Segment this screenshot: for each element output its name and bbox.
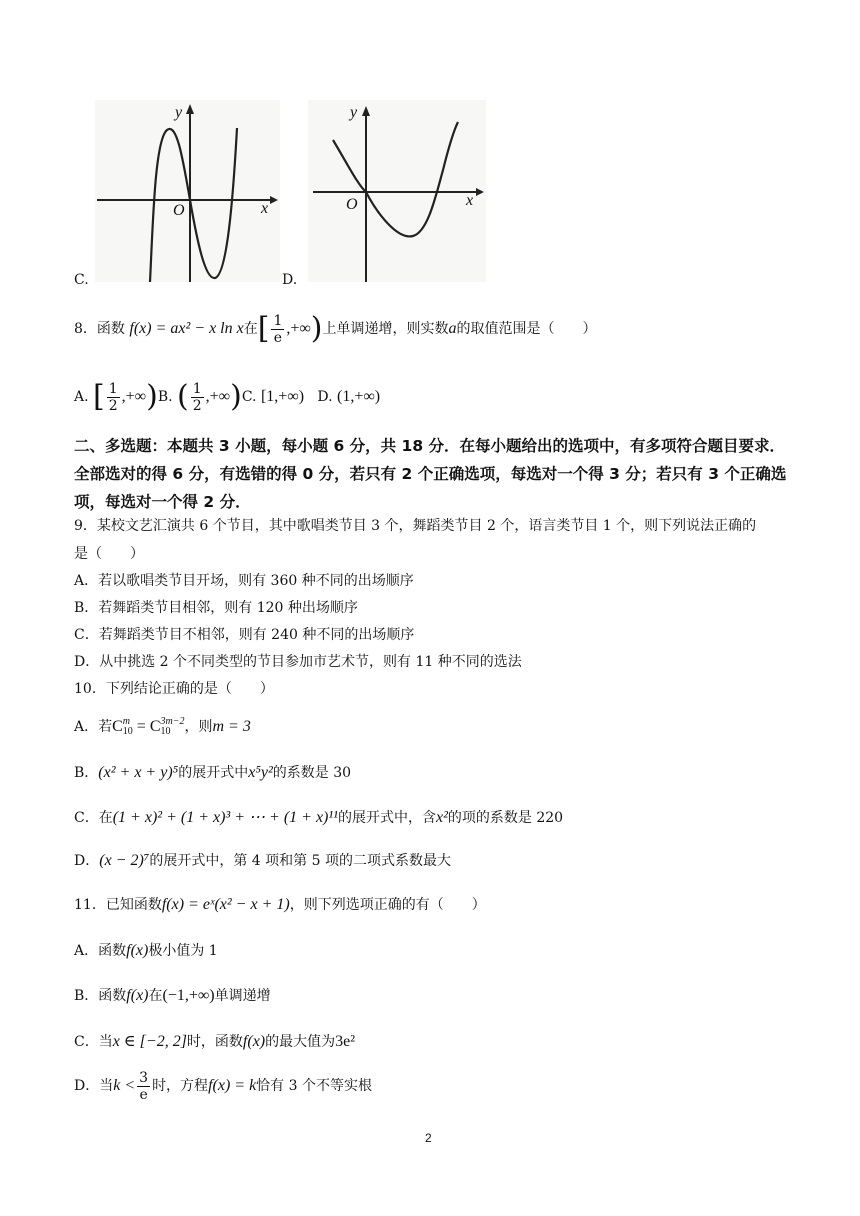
q11-b-interval: (−1,+∞) [162,987,215,1004]
q8-interval-den: e [273,329,283,346]
q8-bracket-close: ) [310,311,323,346]
q11-d-frac [137,1070,150,1103]
q8-bracket-open: [ [257,311,270,346]
q9-stem-line1: 9．某校文艺汇演共 6 个节目，其中歌唱类节目 3 个，舞蹈类节目 2 个，语言类节目 1 个，则下列说法正确的 [74,518,757,534]
q10-a-mid: ，则 [184,719,213,735]
graph-c-y-label: y [175,104,183,121]
option-d-label: D. [282,272,298,288]
q8-stem-prefix: 8．函数 [74,321,125,337]
q8-option-b-label: B. [157,389,173,405]
q10-option-b [74,760,351,786]
q11-c-value: 3e² [335,1033,356,1050]
q11-option-a [74,938,218,964]
q8-a-open: [ [93,379,105,414]
graph-d-origin-label: O [346,196,358,213]
q10-option-d [74,848,451,874]
q8-b-tail: ,+∞ [205,388,231,405]
q11-stem-prefix: 11．已知函数 [74,897,162,913]
q11-stem [74,892,486,918]
q8-option-d-value: (1,+∞) [337,388,381,405]
q10-a-sub1: 10 [122,726,133,738]
q8-a-tail: ,+∞ [121,388,147,405]
q11-c-prefix: C．当 [74,1034,113,1050]
q11-c-mid2: 的最大值为 [265,1034,336,1050]
q11-b-prefix: B．函数 [74,988,127,1004]
q11-d-suffix: 恰有 3 个不等实根 [256,1078,372,1094]
q11-stem-suffix: ，则下列选项正确的有（ ） [289,897,486,913]
q11-a-func: f(x) [126,942,149,959]
q8-stem-mid: 在 [243,321,258,337]
q10-b-suffix: 的系数是 30 [272,765,352,781]
q11-d-var: k < [113,1077,136,1094]
q10-option-a [74,714,251,740]
q10-d-expr: (x − 2)⁷ [99,852,150,869]
q10-stem: 10．下列结论正确的是（ ） [74,681,274,697]
q8-stem [74,312,597,346]
q10-c-term: x² [435,809,448,826]
q9-option-b: B．若舞蹈类节目相邻，则有 120 种出场顺序 [74,600,358,616]
q8-b-close: ) [230,379,242,414]
q11-d-num: 3 [139,1069,149,1086]
q8-function: f(x) = ax² − x ln x [129,320,244,337]
q9-stem-line2: 是（ ） [74,546,144,562]
q8-stem-end: 的取值范围是（ ） [456,321,597,337]
graph-c-x-label: x [261,200,269,217]
q11-option-b [74,983,271,1009]
section2-heading: 二、多选题：本题共 3 小题，每小题 6 分，共 18 分．在每小题给出的选项中，有多项符合题目要求．全部选对的得 6 分，有选错的得 0 分，若只有 2 个正确选项，每选对一个得 3 分；若只有 3 个正确选项，每选对一个得 2 分． [74,437,787,511]
q10-a-comb2 [149,716,185,738]
q8-b-frac [191,381,204,414]
graph-d-x-label: x [466,192,474,209]
q11-option-d [74,1066,372,1106]
q11-c-cond: x ∈ [−2, 2] [112,1033,187,1050]
q10-c-prefix: C．在 [74,810,113,826]
q11-d-den: e [139,1086,148,1103]
q11-d-eq: f(x) = k [208,1077,257,1094]
q8-option-c-label: C. [241,389,257,405]
q11-b-mid: 在 [148,988,163,1004]
q8-stem-suffix: 上单调递增，则实数 [322,321,449,337]
graph-d-svg [308,100,486,282]
q10-b-term: x⁵y² [248,764,273,781]
q9-option-d: D．从中挑选 2 个不同类型的节目参加市艺术节，则有 11 种不同的选法 [74,654,522,670]
q8-option-a-label: A. [74,389,89,405]
graph-c-origin-label: O [173,202,185,219]
q11-option-c [74,1029,355,1055]
q10-b-expr: (x² + x + y)⁵ [98,764,179,781]
q8-interval-tail: ,+∞ [286,320,311,337]
q8-a-close: ) [146,379,158,414]
q9-option-a: A．若以歌唱类节目开场，则有 360 种不同的出场顺序 [74,573,414,589]
q8-interval-num: 1 [273,312,283,329]
q10-a-comb1 [112,716,133,738]
q11-function: f(x) = eˣ(x² − x + 1) [161,896,290,913]
q8-b-den: 2 [192,397,202,414]
q10-b-prefix: B． [74,765,99,781]
q10-a-eq: = [132,718,150,735]
q10-b-mid: 的展开式中 [178,765,249,781]
page-number: 2 [425,1131,432,1145]
q11-a-prefix: A．函数 [74,943,127,959]
q8-interval-frac [271,313,284,346]
q10-c-mid: 的展开式中，含 [337,810,436,826]
q10-c-expr: (1 + x)² + (1 + x)³ + ⋯ + (1 + x)¹¹ [112,809,338,826]
q8-var-a: a [448,320,457,337]
q10-a-result: m = 3 [212,718,251,735]
q10-c-suffix: 的项的系数是 220 [447,810,564,826]
q10-a-c1: C [112,718,123,735]
q8-b-open: ( [177,379,189,414]
q11-a-suffix: 极小值为 1 [148,943,218,959]
graph-c [95,100,280,282]
q10-d-suffix: 的展开式中，第 4 项和第 5 项的二项式系数最大 [149,853,451,869]
graph-c-svg [95,100,280,282]
q10-a-prefix: A．若 [74,719,113,735]
q11-d-mid: 时，方程 [152,1078,209,1094]
q8-a-num: 1 [108,380,118,397]
q8-b-num: 1 [192,380,202,397]
q10-a-sub2: 10 [160,726,171,738]
graph-d [308,100,486,282]
q10-a-sup1: m [122,716,131,728]
q10-a-c2: C [149,718,161,735]
q11-d-prefix: D．当 [74,1078,114,1094]
q8-a-frac [107,381,120,414]
q10-a-sup2: 3m−2 [160,716,185,728]
q9-option-c: C．若舞蹈类节目不相邻，则有 240 种不同的出场顺序 [74,627,415,643]
q10-d-prefix: D． [74,853,100,869]
q8-option-d-label: D. [317,389,333,405]
q11-c-func: f(x) [242,1033,266,1050]
q8-option-c-value: [1,+∞) [260,388,305,405]
q11-b-func: f(x) [126,987,149,1004]
q8-options [74,380,380,414]
graph-d-y-label: y [350,104,358,121]
q8-a-den: 2 [108,397,118,414]
q11-b-suffix: 单调递增 [214,988,271,1004]
option-c-label: C. [74,272,89,288]
q11-c-mid: 时，函数 [186,1034,243,1050]
q10-option-c [74,805,563,831]
